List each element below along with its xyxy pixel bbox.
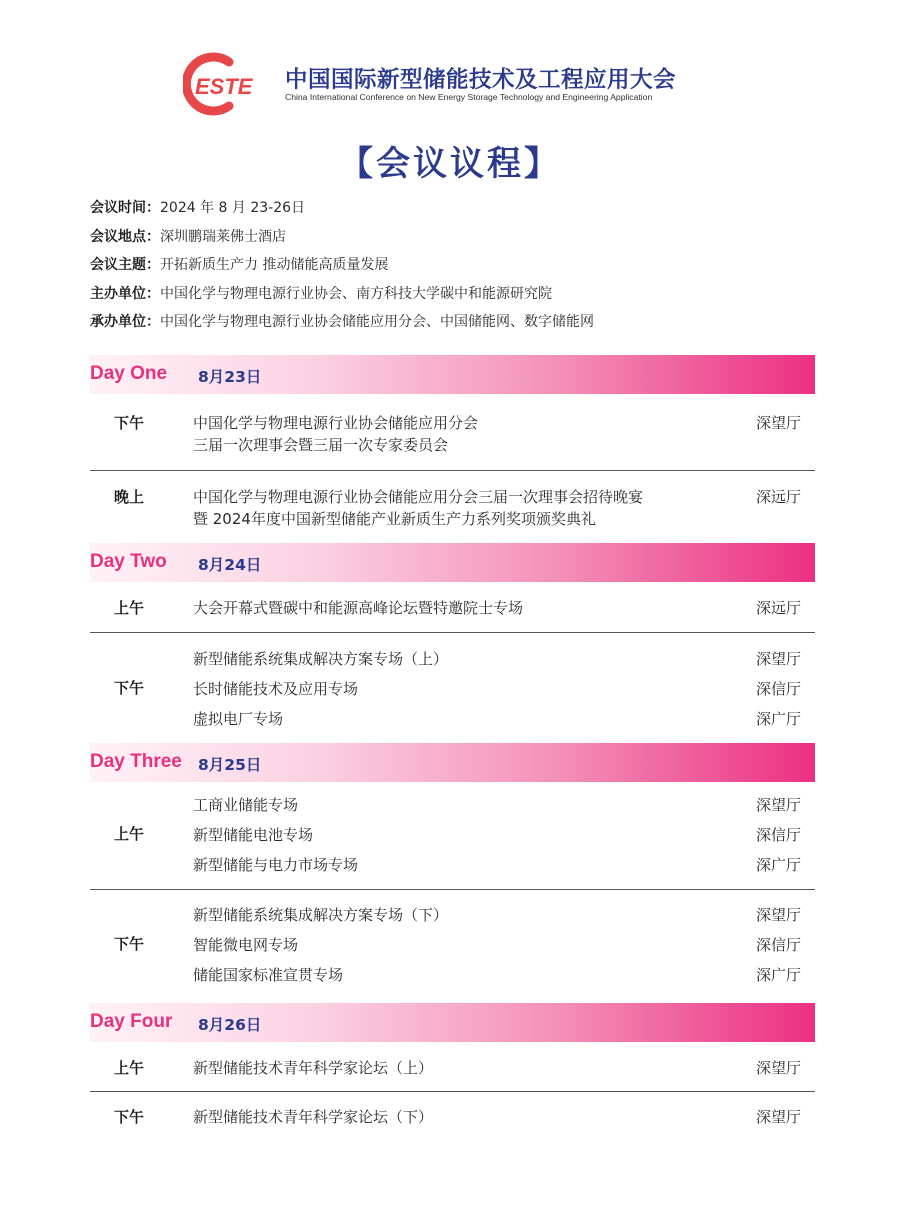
meta-key: 会议地点：	[90, 228, 160, 245]
session-name: 储能国家标准宣贯专场	[193, 966, 344, 984]
meta-row-theme	[90, 255, 830, 284]
meta-value: 中国化学与物理电源行业协会、南方科技大学碳中和能源研究院	[160, 285, 552, 302]
session-venue: 深信厅	[755, 826, 801, 844]
meta-row-time	[90, 198, 830, 227]
meta-key: 会议主题：	[90, 257, 160, 273]
session-venue: 深望厅	[755, 1108, 801, 1126]
period-label: 下午	[113, 414, 144, 432]
logo-mark-text: ESTE	[195, 74, 253, 99]
session-name: 新型储能技术青年科学家论坛（上）	[193, 1059, 434, 1077]
session-name: 新型储能系统集成解决方案专场（上）	[193, 650, 449, 668]
session-row	[193, 411, 801, 454]
session-row	[193, 596, 801, 620]
period-label: 上午	[113, 599, 144, 617]
session-venue: 深望厅	[755, 1059, 801, 1077]
session-venue: 深望厅	[755, 906, 801, 924]
meta-value: 深圳鹏瑞莱佛士酒店	[160, 228, 286, 245]
period-label: 下午	[113, 935, 144, 953]
session-name: 工商业储能专场	[193, 796, 299, 814]
schedule-slot	[90, 582, 815, 633]
session-name: 中国化学与物理电源行业协会储能应用分会三届一次理事会招待晚宴	[193, 488, 644, 506]
session-name: 长时储能技术及应用专场	[193, 680, 359, 698]
session-venue: 深望厅	[755, 650, 801, 668]
session-row	[193, 485, 801, 528]
session-venue: 深望厅	[755, 414, 801, 432]
session-name-line2: 暨 2024年度中国新型储能产业新质生产力系列奖项颁奖典礼	[193, 510, 596, 528]
session-row	[193, 1105, 801, 1129]
logo-english-name: China International Conference on New Energy Storage Technology and Engineering Application	[285, 92, 653, 102]
day-two-header	[90, 543, 815, 582]
logo-chinese-name: 中国国际新型储能技术及工程应用大会	[285, 67, 677, 93]
meta-value: 开拓新质生产力 推动储能高质量发展	[160, 257, 389, 273]
day-date: 8月23日	[198, 368, 262, 386]
meta-key: 承办单位：	[90, 314, 160, 330]
session-row	[193, 853, 801, 877]
session-venue: 深信厅	[755, 936, 801, 954]
day-three-header	[90, 743, 815, 782]
session-name: 新型储能系统集成解决方案专场（下）	[193, 906, 449, 924]
session-row	[193, 933, 801, 957]
meta-row-venue	[90, 227, 830, 256]
day-name: Day Two	[90, 551, 167, 572]
session-name: 虚拟电厂专场	[193, 710, 284, 728]
session-row	[193, 677, 801, 701]
schedule-slot	[90, 633, 815, 743]
session-row	[193, 707, 801, 731]
meeting-info	[90, 198, 830, 341]
period-label: 上午	[113, 825, 144, 843]
period-label: 晚上	[113, 488, 144, 506]
session-venue: 深广厅	[755, 966, 801, 984]
este-logo-mark	[183, 52, 253, 116]
day-four-header	[90, 1003, 815, 1042]
day-date: 8月24日	[198, 556, 262, 574]
meta-row-organizer	[90, 284, 830, 313]
schedule-slot	[90, 782, 815, 890]
session-row	[193, 793, 801, 817]
session-venue: 深广厅	[755, 710, 801, 728]
meta-row-host	[90, 312, 830, 341]
schedule-slot	[90, 471, 815, 543]
session-name: 大会开幕式暨碳中和能源高峰论坛暨特邀院士专场	[193, 599, 524, 617]
day-date: 8月26日	[198, 1016, 262, 1034]
period-label: 下午	[113, 1108, 144, 1126]
session-venue: 深远厅	[755, 488, 801, 506]
day-date: 8月25日	[198, 756, 262, 774]
session-name: 中国化学与物理电源行业协会储能应用分会	[193, 414, 479, 432]
meta-value: 2024 年 8 月 23-26日	[160, 200, 306, 216]
session-venue: 深广厅	[755, 856, 801, 874]
period-label: 下午	[113, 679, 144, 697]
period-label: 上午	[113, 1059, 144, 1077]
session-venue: 深望厅	[755, 796, 801, 814]
session-row	[193, 963, 801, 987]
day-name: Day One	[90, 363, 168, 384]
session-name: 智能微电网专场	[193, 936, 299, 954]
day-one-header	[90, 355, 815, 394]
conference-logo	[183, 52, 743, 118]
page-title: 【会议议程】	[339, 144, 561, 184]
schedule-slot	[90, 394, 815, 471]
session-name: 新型储能技术青年科学家论坛（下）	[193, 1108, 434, 1126]
session-venue: 深远厅	[755, 599, 801, 617]
schedule-slot	[90, 890, 815, 1003]
schedule-slot	[90, 1092, 815, 1142]
session-name: 新型储能电池专场	[193, 826, 314, 844]
schedule-slot	[90, 1042, 815, 1092]
session-venue: 深信厅	[755, 680, 801, 698]
session-name: 新型储能与电力市场专场	[193, 856, 359, 874]
meta-key: 会议时间：	[90, 200, 160, 216]
day-name: Day Four	[90, 1011, 173, 1032]
meta-key: 主办单位：	[90, 285, 160, 302]
session-name-line2: 三届一次理事会暨三届一次专家委员会	[193, 436, 449, 454]
session-row	[193, 823, 801, 847]
session-row	[193, 647, 801, 671]
meta-value: 中国化学与物理电源行业协会储能应用分会、中国储能网、数字储能网	[160, 314, 594, 330]
session-row	[193, 1056, 801, 1080]
day-name: Day Three	[90, 751, 182, 772]
session-row	[193, 903, 801, 927]
